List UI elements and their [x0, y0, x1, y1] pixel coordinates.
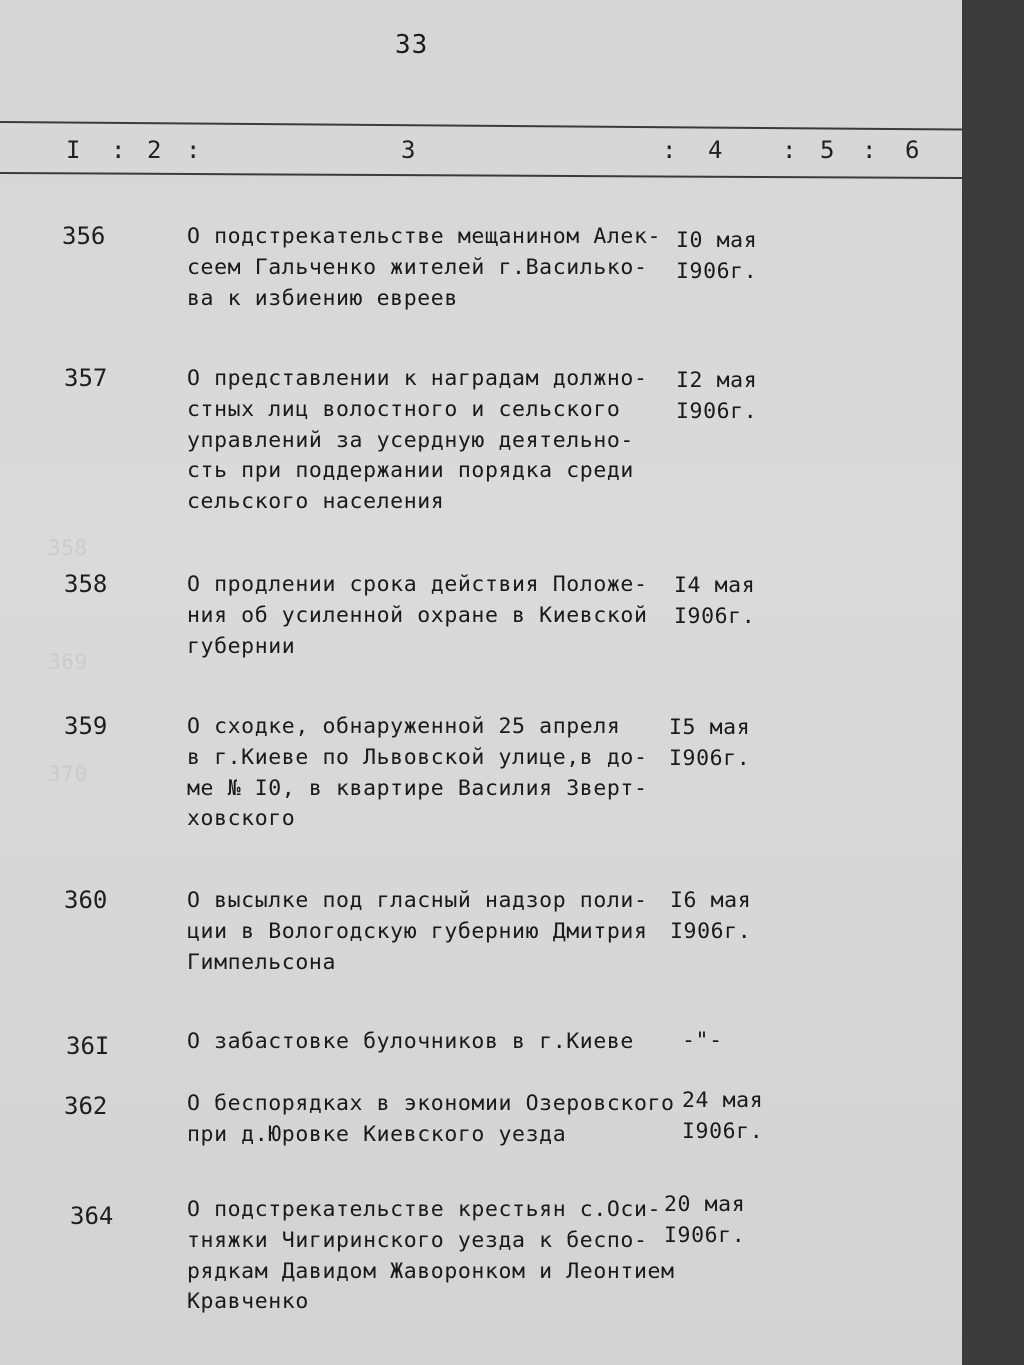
record-date [669, 713, 750, 775]
record-title [187, 1089, 675, 1151]
record-title-line: в г.Киеве по Львовской улице,в до- [187, 744, 648, 770]
record-number: 362 [64, 1092, 108, 1120]
record-date [674, 571, 755, 633]
record-date-line: -"- [682, 1028, 723, 1053]
record-title-line: Кравченко [187, 1289, 309, 1315]
record-title [187, 712, 648, 835]
record-title-line: Гимпельсона [187, 949, 336, 975]
column-header-3: 3 [401, 136, 416, 164]
column-header-sep: : [862, 136, 877, 164]
record-title-line: при д.Юровке Киевского уезда [187, 1121, 567, 1147]
column-header-5: 5 [820, 136, 835, 164]
record-title-line: ва к избиению евреев [187, 285, 458, 311]
record-title-line: сельского населения [187, 489, 445, 515]
record-date-line: I5 мая [669, 715, 751, 740]
record-title-line: О забастовке булочников в г.Киеве [187, 1029, 634, 1054]
column-header-4: 4 [708, 136, 723, 164]
record-title-line: О сходке, обнаруженной 25 апреля [187, 714, 621, 739]
record-title-line: О подстрекательстве мещанином Алек- [187, 224, 662, 249]
record-date-line: I2 мая [676, 368, 758, 393]
record-title-line: рядкам Давидом Жаворонком и Леонтием [187, 1258, 675, 1284]
record-number: 357 [64, 364, 108, 392]
record-date-line: I906г. [674, 603, 756, 629]
record-title [187, 222, 661, 314]
column-header-sep: : [662, 136, 677, 164]
record-date [670, 886, 751, 948]
record-title-line: сеем Гальченко жителей г.Василько- [187, 254, 648, 280]
column-header-sep: : [111, 136, 126, 164]
record-title [187, 1027, 634, 1058]
record-date-line: 24 мая [682, 1088, 764, 1113]
record-title-line: О беспорядках в экономии Озеровского [187, 1091, 675, 1116]
record-title-line: стных лиц волостного и сельского [187, 396, 621, 422]
record-title [187, 570, 648, 662]
header-top-rule [0, 121, 962, 131]
record-date [676, 366, 757, 428]
record-title-line: ме № I0, в квартире Василия Зверт- [187, 775, 648, 801]
record-number: 358 [64, 570, 108, 598]
record-date [664, 1190, 745, 1252]
record-date-line: I906г. [676, 398, 758, 424]
record-title [187, 364, 648, 518]
bleed-through: 370 [48, 762, 88, 786]
record-title-line: О представлении к наградам должно- [187, 366, 648, 391]
record-title-line: управлений за усердную деятельно- [187, 427, 634, 453]
column-header-sep: : [782, 136, 797, 164]
bleed-through: 369 [48, 650, 88, 674]
record-date [682, 1026, 723, 1057]
record-date-line: I4 мая [674, 573, 756, 598]
bleed-through: 358 [48, 536, 88, 560]
record-date-line: I906г. [670, 918, 752, 944]
record-title-line: О высылке под гласный надзор поли- [187, 888, 648, 913]
record-title-line: тняжки Чигиринского уезда к беспо- [187, 1227, 648, 1253]
record-date-line: I906г. [676, 258, 758, 284]
record-title [187, 1195, 675, 1318]
record-number: 360 [64, 886, 108, 914]
record-date [676, 226, 757, 288]
record-number: 364 [70, 1202, 114, 1230]
record-date-line: I6 мая [670, 888, 752, 913]
record-date-line: I906г. [664, 1222, 746, 1248]
record-title-line: ховского [187, 806, 296, 832]
record-title-line: сть при поддержании порядка среди [187, 458, 634, 484]
record-number: 356 [62, 222, 106, 250]
record-title-line: ния об усиленной охране в Киевской [187, 602, 648, 628]
header-bottom-rule [0, 172, 962, 179]
record-title-line: О подстрекательстве крестьян с.Оси- [187, 1197, 662, 1222]
record-title-line: губернии [187, 633, 296, 659]
record-date-line: I0 мая [676, 228, 758, 253]
column-header-sep: : [186, 136, 201, 164]
record-title-line: О продлении срока действия Положе- [187, 572, 648, 597]
record-date [682, 1086, 763, 1148]
record-date-line: 20 мая [664, 1192, 746, 1217]
record-title [187, 886, 648, 978]
page-number: 33 [395, 30, 429, 60]
column-header-1: I [66, 136, 81, 164]
column-header-6: 6 [905, 136, 920, 164]
column-header-2: 2 [147, 136, 162, 164]
record-date-line: I906г. [682, 1118, 764, 1144]
record-number: 359 [64, 712, 108, 740]
record-number: 36I [66, 1032, 110, 1060]
record-date-line: I906г. [669, 745, 751, 771]
record-title-line: ции в Вологодскую губернию Дмитрия [187, 918, 648, 944]
